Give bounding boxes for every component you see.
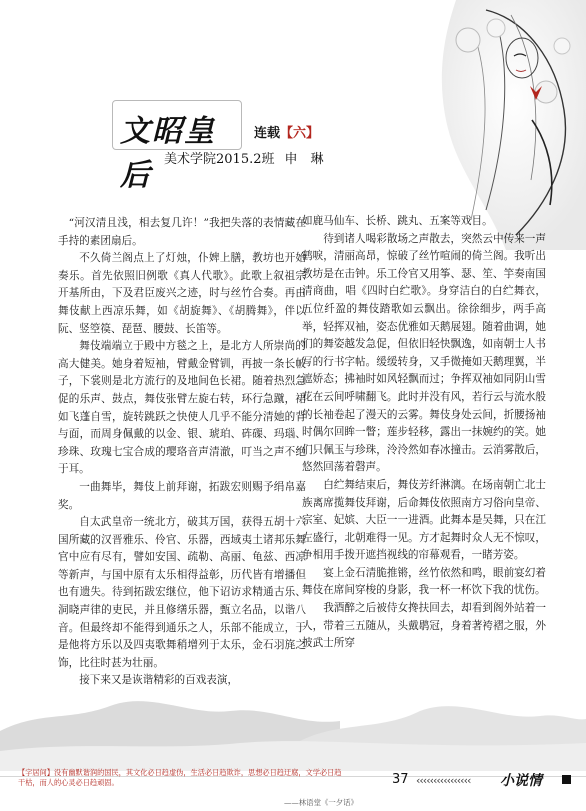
serial-text: 连载 (254, 126, 281, 141)
square-bullet-icon (562, 775, 571, 784)
paragraph: 宴上金石清脆推锵，丝竹依然和鸣，眼前宴幻着舞伎在席间穿梭的身影，我一杯一杯饮下我的忧伤。 (302, 566, 546, 597)
article-title: 文昭皇后 (120, 114, 216, 193)
right-column (302, 213, 546, 653)
paragraph: 待到诸人喝彩散场之声散去，突然云中传来一声鹤唳，清丽高昂，惊破了丝竹喧闹的倚兰阁。我听出教坊是在击钟。乐工伶官又用筝、瑟、笙、竽奏南国清商曲，唱《四时白纻歌》。身穿洁白的白纻舞衣，五位纤盈的舞伎踏歌如云飘出。徐徐细步，两手高举，轻挥双袖，姿态优雅如天鹅展翅。随着曲调，她们的舞姿越发急促，但依旧轻快飘逸，如南朝士人书写的行书字帖。缓缓转身，又手微掩如天鹅理翼，半遮娇态；拂袖时如风轻飘而过；争挥双袖如同阴山雪花在云间呼啸翻飞。此时并没有风，若行云与流水般的长袖卷起了漫天的云雾。舞伎身处云间，折腰扬袖时偶尔回眸一瞥；莲步轻移，露出一抹婉约的笑。她们只佩玉与珍珠，泠泠然如春冰撞击。云消雾散后，悠然回荡着磬声。 (302, 232, 546, 474)
footer-quote-text: 没有幽默谐润的国民，其文化必日趋虚伪，生活必日趋欺诈，思想必日趋迂腐，文学必日趋干枯，而人的心灵必日趋顽固。 (18, 768, 342, 787)
paragraph: 自太武皇帝一统北方，破其万国，获得五胡十六国所藏的汉晋雅乐、伶官、乐器，西域夷土诸邦乐舞官中应有尽有，譬如安国、疏勒、高丽、龟兹、西凉等新声，与国中原有太乐相得益彰，历代皆有增播但也有遗失。待到拓跋宏继位，他下诏访求精通古乐、洞晓声律的吏民，并且修缮乐器，甄立名品，以谐八音。但最终却不能得到通乐之人，乐部不能成立，于是他将方乐以及四夷歌舞稍增列于太乐，金石羽旄之饰，比往时甚为壮丽。 (58, 516, 306, 669)
footer-quote (18, 768, 348, 788)
footer-quote-tag: 【字居间】 (18, 768, 54, 777)
paragraph: 不久倚兰阁点上了灯烛，仆婢上膳，教坊也开始奏乐。首先依照旧例歌《真人代歌》。此歌上叙祖宗开基所由，下及君臣废兴之迹，时与丝竹合奏。再由舞伎献上西凉乐舞，如《胡旋舞》、《胡腾舞》，伴以阮、竖箜篌、琵琶、腰鼓、长笛等。 (58, 252, 306, 335)
paragraph: 如鹿马仙车、长桥、跳丸、五案等戏目。 (302, 215, 493, 227)
paragraph: 一曲舞毕，舞伎上前拜谢，拓跋宏则赐予绢帛嘉奖。 (58, 480, 306, 511)
page-number: 37 (392, 772, 409, 787)
paragraph: 接下来又是诙谐精彩的百戏表演， (79, 674, 239, 687)
chevrons-decoration: ‹‹‹‹‹‹‹‹‹‹‹‹‹‹‹‹ (416, 774, 471, 787)
paragraph: “河汉清且浅，相去复几许！”我把失落的表情藏在手持的素团扇后。 (58, 217, 306, 247)
byline-class: 美术学院2015.2班 (164, 152, 275, 167)
byline-author: 申 琳 (284, 152, 324, 167)
column-name: 小说情 (500, 773, 542, 789)
paragraph: 我酒醉之后被侍女搀扶回去，却看到阁外站着一人，带着三五随从，头戴鹖冠，身着著袴褶之服，外披武士所穿 (302, 602, 546, 650)
left-column (58, 215, 306, 690)
serial-label (254, 122, 319, 141)
quote-credit: ——林语堂《一夕话》 (284, 798, 358, 807)
paragraph: 舞伎端端立于殿中方毯之上，是北方人所崇尚的高大健美。她身着短袖，臂戴金臂钏，再披一条长帔子，下裳则是北方流行的及地间色长裙。随着热烈急促的乐声、鼓点，舞伎张臂左旋右转，环行急蹴，裙如飞蓬自雪，旋转跳跃之快使人几乎不能分清她的背与面，而周身佩戴的以金、银、琥珀、砗磲、玛瑙、珍珠、玫瑰七宝合成的璎珞音声清澈，叮当之声不绝于耳。 (58, 340, 306, 476)
serial-number: 【六】 (280, 126, 320, 141)
byline (164, 148, 324, 167)
paragraph: 白纻舞结束后，舞伎芳纤淋漓。在场南朝亡北士族离席揽舞伎拜谢，后命舞伎依照南方习俗向皇帝、宗室、妃嫔、大臣一一进酒。此舞本是吴舞，只在江左盛行，北朝难得一见。方才起舞时众人无不惊叹，争相用手拨开遮挡视线的帘幕观看，一睹芳姿。 (302, 478, 546, 562)
